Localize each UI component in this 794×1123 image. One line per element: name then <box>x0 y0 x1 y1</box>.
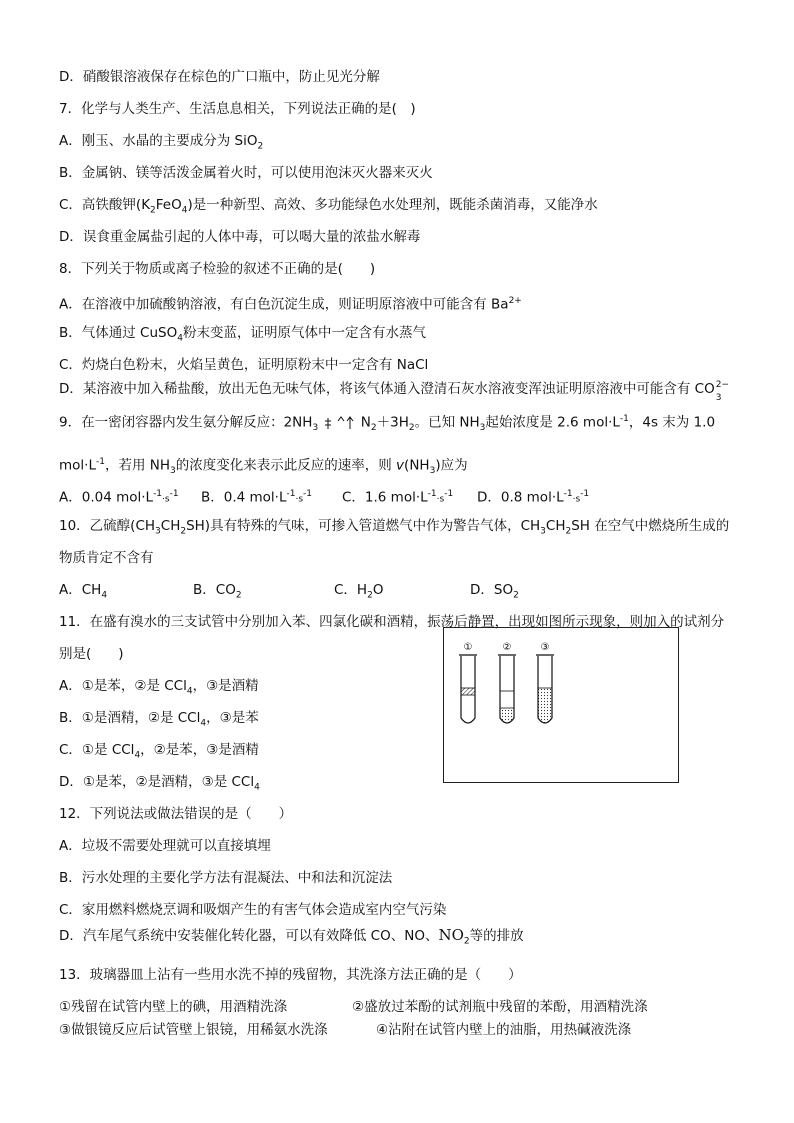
q12-option-c: C．家用燃料燃烧烹调和吸烟产生的有害气体会造成室内空气污染 <box>59 902 447 918</box>
q9-option-a: A．0.04 $mol\cdot L^{-1}\cdot s^{-1}$ <box>59 489 179 506</box>
q12-option-a: A．垃圾不需要处理就可以直接填埋 <box>59 838 271 854</box>
q12-option-d: D．汽车尾气系统中安装催化转化器，可以有效降低 CO、NO、$NO_2$等的排放 <box>59 926 524 947</box>
q9-stem-line2: $mol\cdot L^{-1}$，若用 $NH_3$的浓度变化来表示此反应的速率，则 $v(NH_3)$应为 <box>59 457 468 477</box>
q11-stem-line2: 别是( ) <box>59 646 124 662</box>
q8-option-b: B．气体通过 CuSO$_4$粉末变蓝，证明原气体中一定含有水蒸气 <box>59 325 426 344</box>
q7-option-d: D．误食重金属盐引起的人体中毒，可以喝大量的浓盐水解毒 <box>59 229 421 245</box>
q11-stem-line1: 11．在盛有溴水的三支试管中分别加入苯、四氯化碳和酒精，振荡后静置，出现如图所示现象，则加入的试剂分 <box>59 614 725 630</box>
q10-option-b: B．$CO_2$ <box>193 582 242 601</box>
q13-item-2: ②盛放过苯酚的试剂瓶中残留的苯酚，用酒精洗涤 <box>352 999 648 1015</box>
reversible-arrow-icon <box>322 415 356 431</box>
q7-stem: 7．化学与人类生产、生活息息相关，下列说法正确的是( ) <box>59 101 416 117</box>
q10-stem-line1: 10．乙硫醇$(CH_3CH_2SH)$具有特殊的气味，可掺入管道燃气中作为警告气体，$CH_3CH_2SH$ 在空气中燃烧所生成的 <box>59 518 730 537</box>
test-tube-3 <box>536 655 554 723</box>
tube-1-label: ① <box>463 642 473 653</box>
q13-stem: 13．玻璃器皿上沾有一些用水洗不掉的残留物，其洗涤方法正确的是（ ） <box>59 967 522 983</box>
q11-option-a: A．①是苯，②是 CCl$_4$，③是酒精 <box>59 678 259 697</box>
q11-option-b: B．①是酒精，②是 CCl$_4$，③是苯 <box>59 710 259 729</box>
q8-stem: 8．下列关于物质或离子检验的叙述不正确的是( ) <box>59 261 376 277</box>
test-tubes-diagram <box>444 628 678 782</box>
test-tubes-figure <box>443 627 679 783</box>
q8-option-d: D．某溶液中加入稀盐酸，放出无色无味气体，将该气体通入澄清石灰水溶液变浑浊证明原溶液中可能含有 CO 2− 3 <box>59 380 730 403</box>
q12-option-b: B．污水处理的主要化学方法有混凝法、中和法和沉淀法 <box>59 870 393 886</box>
q12-stem: 12．下列说法或做法错误的是（ ） <box>59 806 293 822</box>
q11-option-d: D．①是苯，②是酒精，③是 CCl$_4$ <box>59 774 260 793</box>
q7-option-a: A．刚玉、水晶的主要成分为 SiO$_2$ <box>59 133 264 152</box>
q9-stem-line1: 9．在一密闭容器内发生氨分解反应：$2NH_3$ $N_2+3H_2$。已知 $NH_3$起始浓度是 2.6 $mol\cdot L^{-1}$，4s 末为 1.0 <box>59 414 716 434</box>
q13-item-4: ④沾附在试管内壁上的油脂，用热碱液洗涤 <box>376 1022 632 1038</box>
q8-option-c: C．灼烧白色粉末，火焰呈黄色，证明原粉末中一定含有 NaCl <box>59 357 429 373</box>
tube-3-label: ③ <box>540 642 550 653</box>
q9-option-d: D．0.8 $mol\cdot L^{-1}\cdot s^{-1}$ <box>477 489 590 506</box>
q11-option-c: C．①是 CCl$_4$，②是苯，③是酒精 <box>59 742 259 761</box>
q8-option-a: A．在溶液中加硫酸钠溶液，有白色沉淀生成，则证明原溶液中可能含有 $Ba^{2+}$ <box>59 296 522 313</box>
q9-option-c: C．1.6 $mol\cdot L^{-1}\cdot s^{-1}$ <box>342 489 454 506</box>
q10-stem-line2: 物质肯定不含有 <box>59 550 154 566</box>
q13-item-3: ③做银镜反应后试管壁上银镜，用稀氨水洗涤 <box>59 1022 328 1038</box>
q10-option-d: D．$SO_2$ <box>470 582 519 601</box>
tube-2-label: ② <box>502 642 512 653</box>
q10-option-c: C．$H_2O$ <box>334 582 384 601</box>
q7-option-c: C．高铁酸钾$(K_2FeO_4)$是一种新型、高效、多功能绿色水处理剂，既能杀菌消毒，又能净水 <box>59 197 598 216</box>
q6-option-d: D．硝酸银溶液保存在棕色的广口瓶中，防止见光分解 <box>59 69 380 85</box>
q10-option-a: A．$CH_4$ <box>59 582 108 601</box>
q13-item-1: ①残留在试管内壁上的碘，用酒精洗涤 <box>59 999 288 1015</box>
q9-option-b: B．0.4 $mol\cdot L^{-1}\cdot s^{-1}$ <box>201 489 313 506</box>
q7-option-b: B．金属钠、镁等活泼金属着火时，可以使用泡沫灭火器来灭火 <box>59 165 433 181</box>
test-tube-2 <box>498 655 516 723</box>
test-tube-1 <box>459 655 477 723</box>
